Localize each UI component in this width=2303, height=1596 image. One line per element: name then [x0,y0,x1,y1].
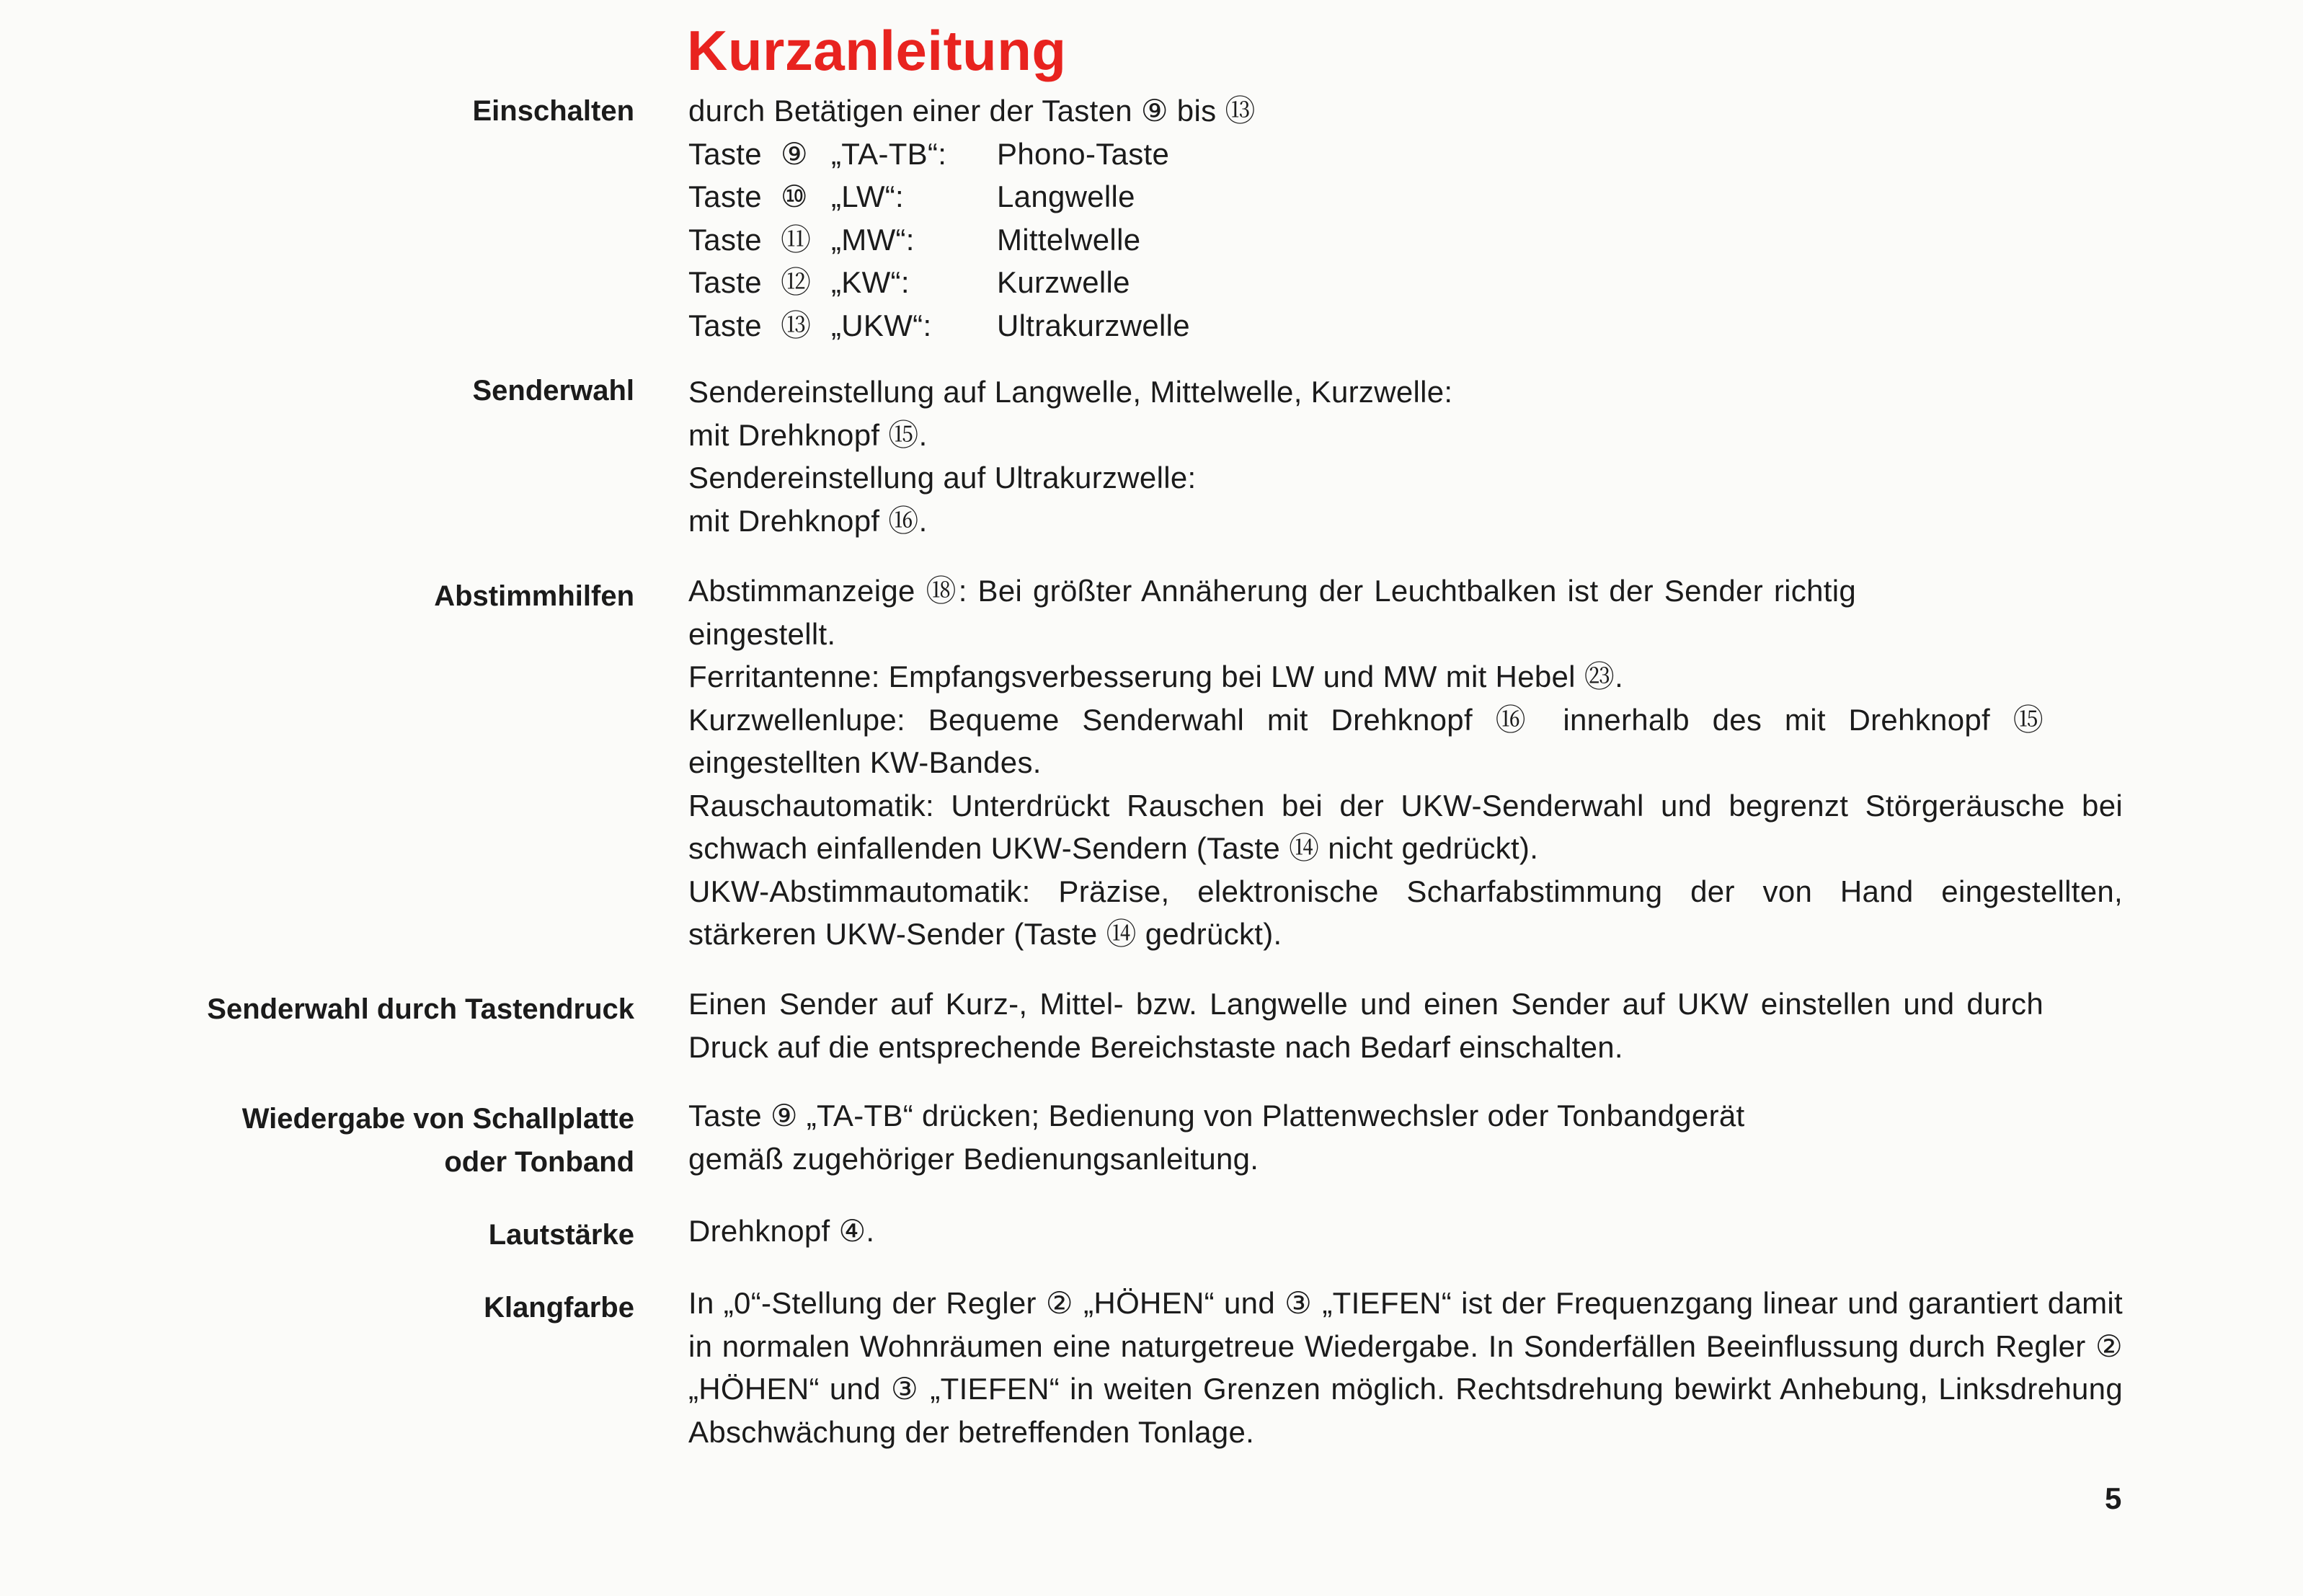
key-word: Taste [688,265,762,299]
section-body-lautstaerke [688,1210,874,1253]
wiedergabe-label-line: oder Tonband [444,1146,634,1178]
section-label-einschalten: Einschalten [472,95,634,127]
wiedergabe-label-line: Wiedergabe von Schallplatte [241,1103,634,1135]
key-row [688,304,1256,347]
key-code: „TA-TB“: [831,136,947,171]
key-description: Phono-Taste [997,136,1170,171]
section-label-wiedergabe [242,1097,634,1184]
tastendruck-text: Einen Sender auf Kurz-, Mittel- bzw. Langwelle und einen Sender auf UKW einstellen und durch Druck auf die entsprechende Bereichstaste nach Bedarf einschalten. [688,987,2044,1064]
section-body-tastendruck [688,983,2044,1068]
key-number: ⑩ [781,179,808,213]
senderwahl-line: Sendereinstellung auf Langwelle, Mittelwelle, Kurzwelle: [688,375,1453,409]
key-number: ⑪ [781,222,812,257]
wiedergabe-line: gemäß zugehöriger Bedienungsanleitung. [688,1141,1259,1176]
section-body-abstimmhilfen [688,569,2123,956]
section-label-tastendruck: Senderwahl durch Tastendruck [207,993,634,1025]
key-word: Taste [688,136,762,171]
key-row [688,261,1256,304]
abstimmhilfen-paragraph: Abstimmanzeige ⑱: Bei größter Annäherung der Leuchtbalken ist der Sender richtig eingestellt. [688,574,1856,651]
key-code: „UKW“: [831,308,932,342]
key-code: „MW“: [831,222,915,257]
abstimmhilfen-paragraph: Ferritantenne: Empfangsverbesserung bei LW und MW mit Hebel ㉓. [688,660,1624,693]
page-title: Kurzanleitung [687,19,1067,82]
key-number: ⑬ [781,308,812,342]
key-number: ⑨ [781,136,808,171]
section-label-senderwahl: Senderwahl [472,375,634,407]
lautstaerke-text: Drehknopf ④. [688,1214,875,1248]
senderwahl-line: mit Drehknopf ⑯. [688,503,928,538]
section-body-einschalten [688,89,1256,347]
senderwahl-line: mit Drehknopf ⑮. [688,417,928,452]
key-code: „LW“: [831,179,905,213]
key-number: ⑫ [781,265,812,299]
key-row [688,175,1256,218]
senderwahl-line: Sendereinstellung auf Ultrakurzwelle: [688,461,1197,495]
key-word: Taste [688,308,762,342]
klangfarbe-text: In „0“-Stellung der Regler ② „HÖHEN“ und ③ „TIEFEN“ ist der Frequenzgang linear und garantiert damit in normalen Wohnräumen eine naturgetreue Wiedergabe. In Sonderfällen Beeinflussung durch Regler ② „HÖHEN“ und ③ „TIEFEN“ in weiten Grenzen möglich. Rechtsdrehung bewirkt Anhebung, Linksdrehung Abschwächung der betreffenden Tonlage. [688,1286,2123,1449]
section-label-klangfarbe: Klangfarbe [484,1292,634,1324]
page-number: 5 [2105,1481,2122,1515]
key-description: Mittelwelle [997,222,1141,257]
einschalten-intro: durch Betätigen einer der Tasten ⑨ bis ⑬ [688,94,1256,128]
section-body-wiedergabe [688,1094,1745,1180]
key-description: Kurzwelle [997,265,1130,299]
section-label-abstimmhilfen: Abstimmhilfen [434,580,634,612]
key-row [688,133,1256,176]
key-word: Taste [688,179,762,213]
key-row [688,218,1256,262]
section-label-lautstaerke: Lautstärke [488,1219,634,1251]
abstimmhilfen-paragraph: UKW-Abstimmautomatik: Präzise, elektronische Scharfabstimmung der von Hand eingestellten, stärkeren UKW-Sender (Taste ⑭ gedrückt). [688,874,2123,951]
key-description: Langwelle [997,179,1135,213]
wiedergabe-line: Taste ⑨ „TA-TB“ drücken; Bedienung von Plattenwechsler oder Tonbandgerät [688,1099,1745,1132]
key-word: Taste [688,222,762,257]
key-code: „KW“: [831,265,910,299]
abstimmhilfen-paragraph: Kurzwellenlupe: Bequeme Senderwahl mit Drehknopf ⑯ innerhalb des mit Drehknopf ⑮ eingestellten KW-Bandes. [688,702,2044,779]
section-body-senderwahl [688,371,1452,542]
key-description: Ultrakurzwelle [997,308,1190,342]
section-body-klangfarbe [688,1282,2123,1453]
abstimmhilfen-paragraph: Rauschautomatik: Unterdrückt Rauschen bei der UKW-Senderwahl und begrenzt Störgeräusche bei schwach einfallenden UKW-Sendern (Taste ⑭ nicht gedrückt). [688,788,2123,865]
